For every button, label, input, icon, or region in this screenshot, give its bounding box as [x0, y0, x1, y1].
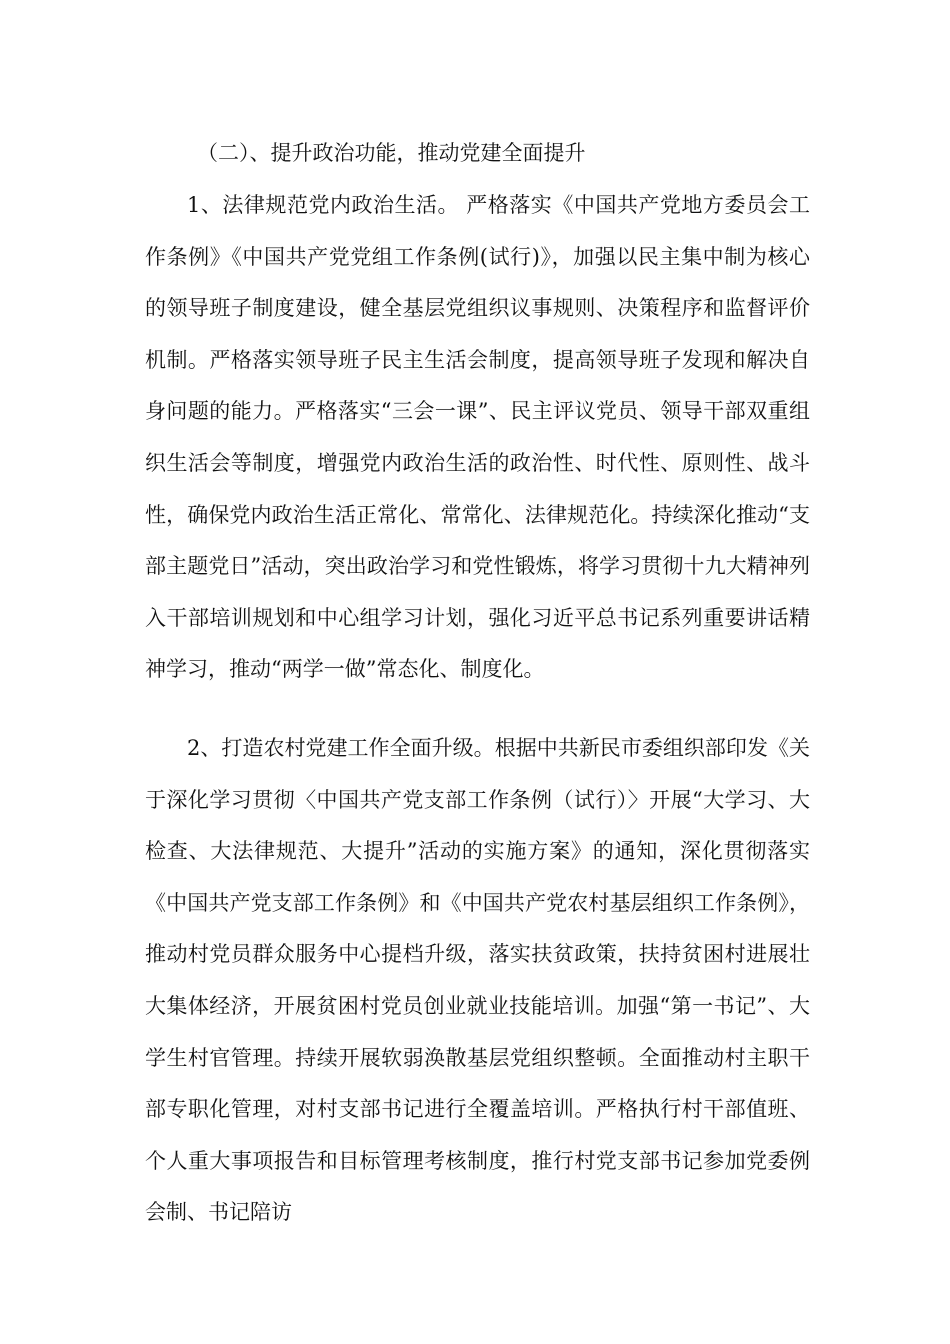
paragraph-political-life: 1、法律规范党内政治生活。 严格落实《中国共产党地方委员会工作条例》《中国共产党党组工作条例(试行)》，加强以民主集中制为核心的领导班子制度建设，健全基层党组织议事规则、决策程序和监督评价机制。严格落实领导班子民主生活会制度，提高领导班子发现和解决自身问题的能力。严格落实“三会一课”、民主评议党员、领导干部双重组织生活会等制度，增强党内政治生活的政治性、时代性、原则性、战斗性，确保党内政治生活正常化、常常化、法律规范化。持续深化推动“支部主题党日”活动，突出政治学习和党性锻炼，将学习贯彻十九大精神列入干部培训规划和中心组学习计划，强化习近平总书记系列重要讲话精神学习，推动“两学一做”常态化、制度化。 [145, 193, 810, 682]
section-heading: （二）、提升政治功能，推动党建全面提升 [197, 141, 586, 165]
paragraph-rural-party-building: 2、打造农村党建工作全面升级。根据中共新民市委组织部印发《关于深化学习贯彻〈中国共产党支部工作条例（试行）〉开展“大学习、大检查、大法律规范、大提升”活动的实施方案》的通知，深化贯彻落实《中国共产党支部工作条例》和《中国共产党农村基层组织工作条例》，推动村党员群众服务中心提档升级，落实扶贫政策，扶持贫困村进展壮大集体经济，开展贫困村党员创业就业技能培训。加强“第一书记”、大学生村官管理。持续开展软弱涣散基层党组织整顿。全面推动村主职干部专职化管理，对村支部书记进行全覆盖培训。严格执行村干部值班、个人重大事项报告和目标管理考核制度，推行村党支部书记参加党委例会制、书记陪访 [145, 736, 810, 1225]
